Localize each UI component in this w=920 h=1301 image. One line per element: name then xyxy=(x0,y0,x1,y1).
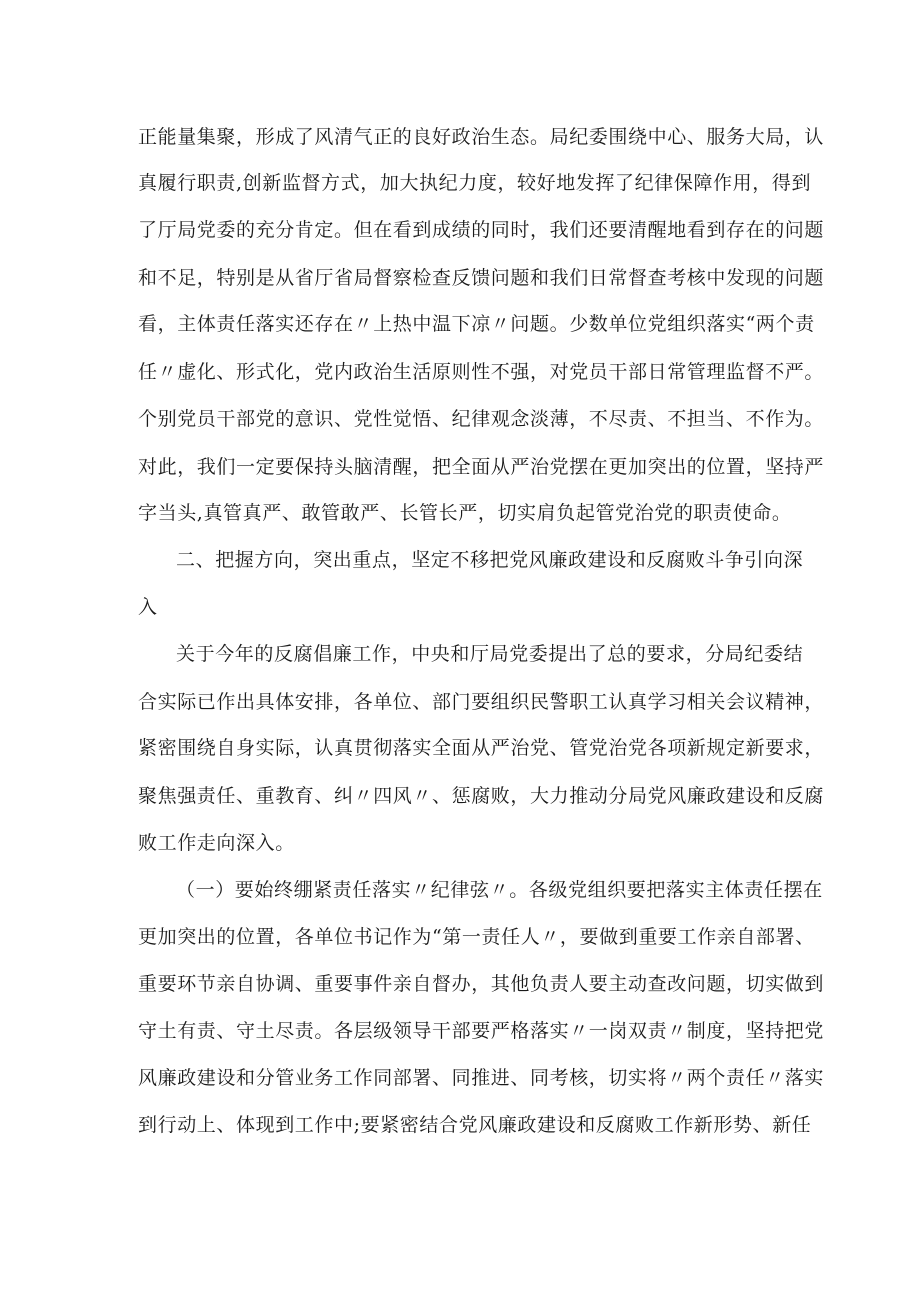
text-line: 到行动上、体现到工作中;要紧密结合党风廉政建设和反腐败工作新形势、新任 xyxy=(138,1114,812,1136)
text-line: 字当头,真管真严、敢管敢严、长管长严，切实肩负起管党治党的职责使命。 xyxy=(138,502,792,524)
text-line: 对此，我们一定要保持头脑清醒，把全面从严治党摆在更加突出的位置，坚持严 xyxy=(138,456,825,478)
text-line: 败工作走向深入。 xyxy=(138,832,295,854)
text-line: 个别党员干部党的意识、党性觉悟、纪律观念淡薄，不尽责、不担当、不作为。 xyxy=(138,408,825,430)
text-line: 重要环节亲自协调、重要事件亲自督办，其他负责人要主动查改问题，切实做到 xyxy=(138,973,825,995)
text-line: 紧密围绕自身实际，认真贯彻落实全面从严治党、管党治党各项新规定新要求， xyxy=(138,737,825,759)
text-line: 任〃虚化、形式化，党内政治生活原则性不强，对党员干部日常管理监督不严。 xyxy=(138,361,825,383)
text-line: 正能量集聚，形成了风清气正的良好政治生态。局纪委围绕中心、服务大局，认 xyxy=(138,126,825,148)
text-line: 更加突出的位置，各单位书记作为“第一责任人〃，要做到重要工作亲自部署、 xyxy=(138,926,815,948)
section-heading-line: 二、把握方向，突出重点，坚定不移把党风廉政建设和反腐败斗争引向深 xyxy=(176,549,804,571)
text-line: 守土有责、守土尽责。各层级领导干部要严格落实〃一岗双责〃制度，坚持把党 xyxy=(138,1020,825,1042)
text-line: 风廉政建设和分管业务工作同部署、同推进、同考核，切实将〃两个责任〃落实 xyxy=(138,1067,825,1089)
text-line: （一）要始终绷紧责任落实〃纪律弦〃。各级党组织要把落实主体责任摆在 xyxy=(176,879,823,901)
text-line: 关于今年的反腐倡廉工作，中央和厅局党委提出了总的要求，分局纪委结 xyxy=(176,643,804,665)
text-line: 聚焦强责任、重教育、纠〃四风〃、惩腐败，大力推动分局党风廉政建设和反腐 xyxy=(138,785,825,807)
text-line: 看，主体责任落实还存在〃上热中温下凉〃问题。少数单位党组织落实“两个责 xyxy=(138,313,815,335)
text-line: 了厅局党委的充分肯定。但在看到成绩的同时，我们还要清醒地看到存在的问题 xyxy=(138,219,825,241)
section-heading-line: 入 xyxy=(138,596,158,618)
text-line: 合实际已作出具体安排，各单位、部门要组织民警职工认真学习相关会议精神， xyxy=(138,691,825,713)
text-line: 真履行职责,创新监督方式，加大执纪力度，较好地发挥了纪律保障作用，得到 xyxy=(138,172,812,194)
text-line: 和不足，特别是从省厅省局督察检查反馈问题和我们日常督查考核中发现的问题 xyxy=(138,267,825,289)
